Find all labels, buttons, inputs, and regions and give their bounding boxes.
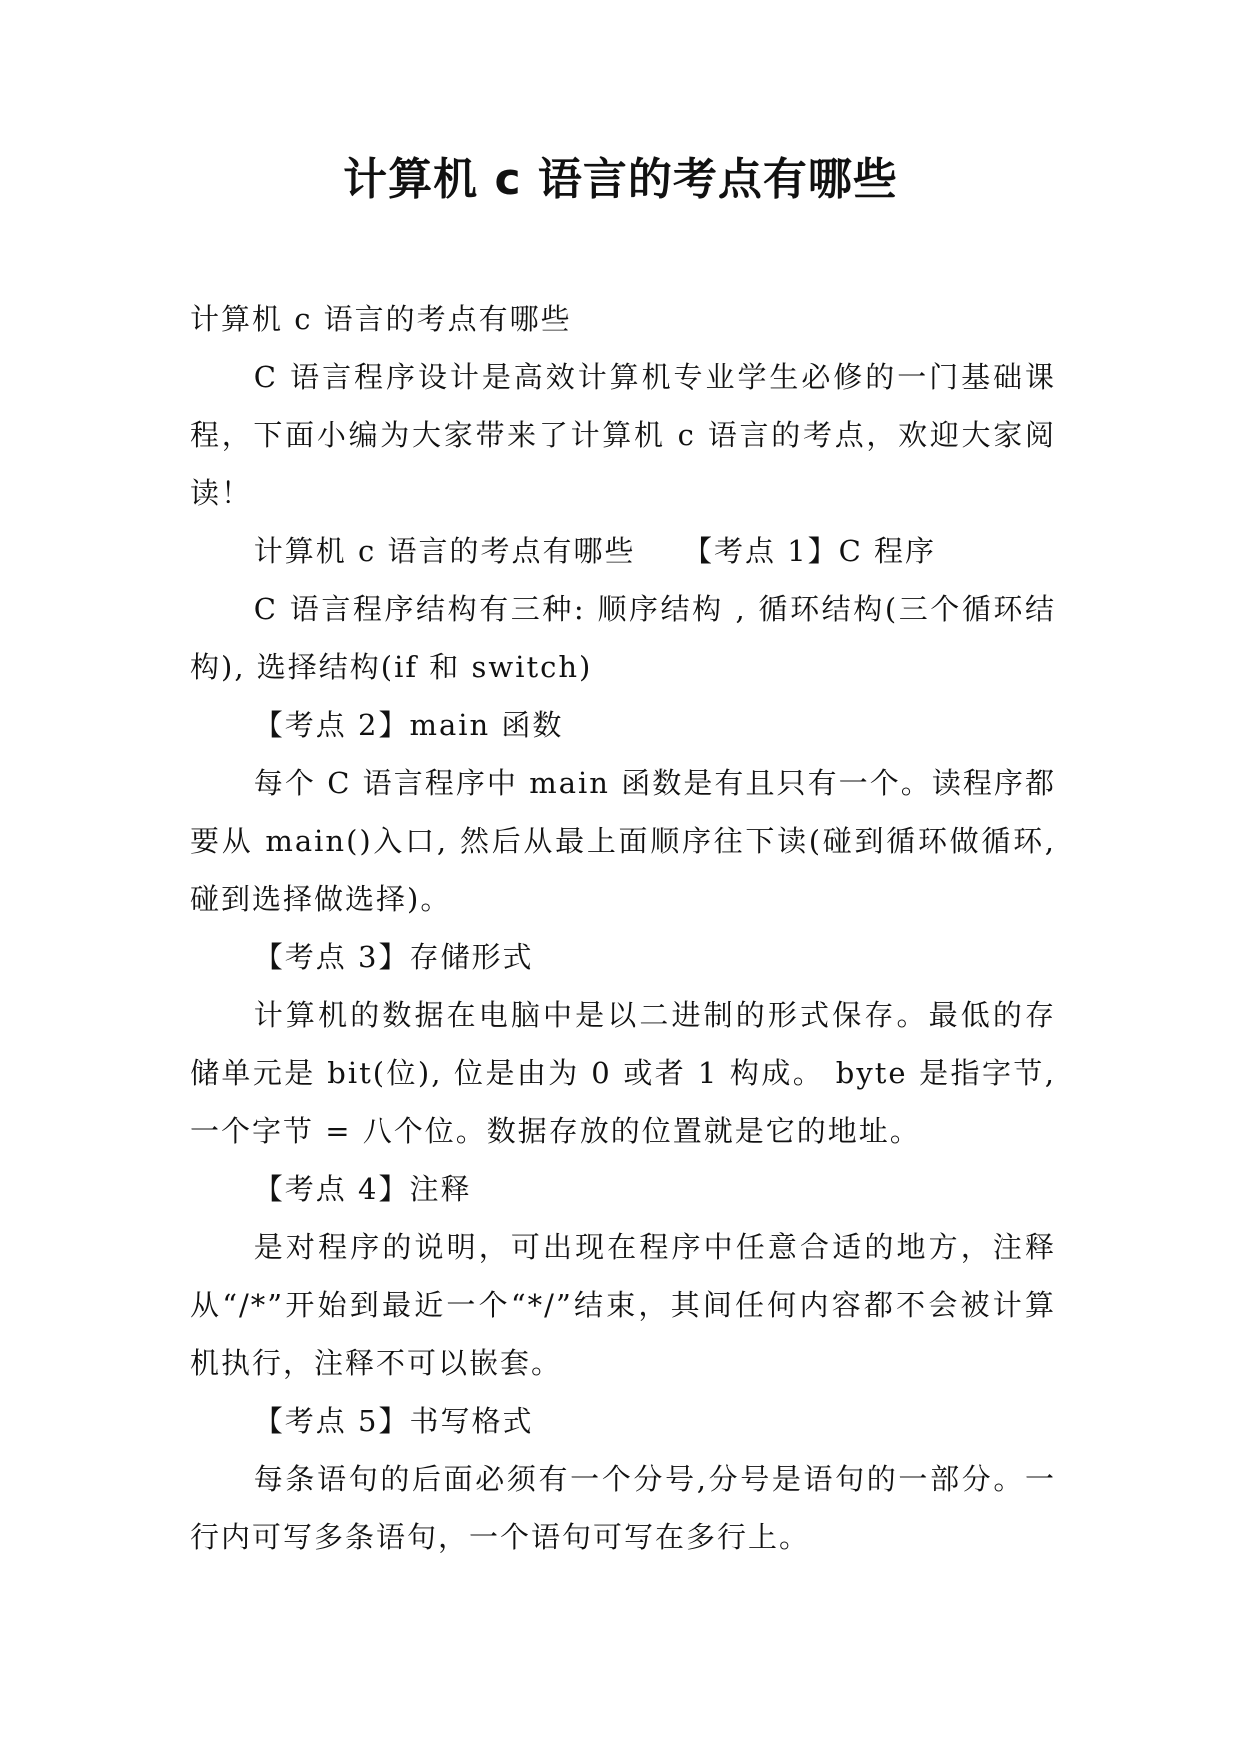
body-paragraph-4: 是对程序的说明，可出现在程序中任意合适的地方，注释从“/*”开始到最近一个“*/”结束，其间任何内容都不会被计算机执行，注释不可以嵌套。: [190, 1230, 1056, 1380]
section-heading-2: 【考点 2】main 函数: [253, 708, 564, 742]
section-heading-3: 【考点 3】存储形式: [253, 940, 534, 974]
body-paragraph-3: 计算机的数据在电脑中是以二进制的形式保存。最低的存储单元是 bit(位), 位是由为 0 或者 1 构成。 byte 是指字节, 一个字节 = 八个位。数据存放的位置就是它的地址。: [190, 998, 1056, 1148]
body-paragraph-2: 每个 C 语言程序中 main 函数是有且只有一个。读程序都要从 main()入口, 然后从最上面顺序往下读(碰到循环做循环,碰到选择做选择)。: [190, 766, 1056, 916]
intro-paragraph: C 语言程序设计是高效计算机专业学生必修的一门基础课程，下面小编为大家带来了计算机 c 语言的考点，欢迎大家阅读！: [190, 360, 1056, 510]
section-heading-4: 【考点 4】注释: [253, 1172, 472, 1206]
section-heading-1: 计算机 c 语言的考点有哪些 【考点 1】C 程序: [253, 534, 937, 568]
section-heading-5: 【考点 5】书写格式: [253, 1404, 534, 1438]
page-title: 计算机 c 语言的考点有哪些: [343, 154, 898, 205]
body-paragraph-5: 每条语句的后面必须有一个分号,分号是语句的一部分。一行内可写多条语句，一个语句可写在多行上。: [190, 1462, 1056, 1554]
body-paragraph-1: C 语言程序结构有三种: 顺序结构 , 循环结构(三个循环结构), 选择结构(if 和 switch): [190, 592, 1056, 684]
subtitle-paragraph: 计算机 c 语言的考点有哪些: [190, 302, 572, 336]
document-body: [190, 290, 1056, 1566]
